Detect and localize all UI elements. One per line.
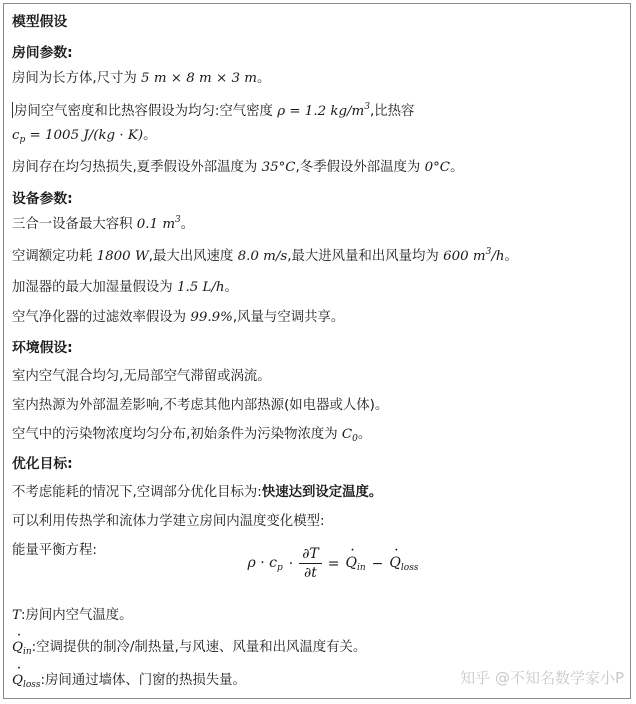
energy-balance-equation: $\rho \cdot c_p$ · $\frac{\partial T}{\partial t}$ = ˙ $Q_{in}$ − ˙ $Q_{loss}$ <box>0 546 636 606</box>
goal-line: 不考虑能耗的情况下,空调部分优化目标为:快速达到设定温度。 <box>12 485 383 500</box>
ac-flow: 600 $m^3/h$ <box>443 247 505 264</box>
room-heading: 房间参数: <box>12 45 73 61</box>
model-intro-line: 可以利用传热学和流体力学建立房间内温度变化模型: <box>12 514 325 529</box>
eq-lhs: $\rho \cdot c_p$ <box>247 554 283 573</box>
winter-temp: 0°C <box>424 160 451 175</box>
rho-formula: ρ = 1.2 $kg/m^3$ <box>277 102 370 119</box>
capacity-line: 三合一设备最大容积 0.1 $m^3$。 <box>12 215 195 232</box>
humid-value: 1.5 L/h <box>176 280 225 295</box>
text-cursor <box>12 102 13 118</box>
capacity-value: 0.1 $m^3$ <box>136 215 181 232</box>
purifier-value: 99.9% <box>190 310 233 325</box>
cp-formula: $c_p = 1005$ J/(kg · K) <box>12 128 144 145</box>
purifier-line: 空气净化器的过滤效率假设为 99.9%,风量与空调共享。 <box>12 310 345 325</box>
environment-heading: 环境假设: <box>12 340 73 356</box>
section-title: 模型假设 <box>12 14 68 30</box>
goal-bold: 快速达到设定温度。 <box>261 485 383 500</box>
c0-symbol: $C_0$ <box>341 427 358 444</box>
ac-speed: 8.0 m/s <box>237 249 288 264</box>
room-dimensions: 房间为长方体,尺寸为 5 m × 8 m × 3 m。 <box>12 71 271 86</box>
summer-temp: 35°C <box>261 160 296 175</box>
dims-formula: 5 m × 8 m × 3 m <box>141 71 257 86</box>
air-density-line: 房间空气密度和比热容假设为均匀:空气密度 ρ = 1.2 $kg/m^3$,比热容 <box>14 102 415 119</box>
ac-line: 空调额定功耗 1800 W,最大出风速度 8.0 m/s,最大进风量和出风量均为 600 $m^3/h$。 <box>12 247 518 264</box>
heat-loss-line: 房间存在均匀热损失,夏季假设外部温度为 35°C,冬季假设外部温度为 0°C。 <box>12 160 464 175</box>
equipment-heading: 设备参数: <box>12 191 73 207</box>
ac-power: 1800 W <box>96 249 149 264</box>
eq-fraction: $\frac{\partial T}{\partial t}$ <box>299 546 322 581</box>
energy-balance-label: 能量平衡方程: <box>12 543 97 558</box>
eq-q-loss: ˙ $Q_{loss}$ <box>389 555 418 573</box>
eq-q-in: ˙ $Q_{in}$ <box>346 555 366 573</box>
watermark: 知乎 @不知名数学家小P <box>460 669 624 687</box>
def-q-in: ˙ $Q_{in}$:空调提供的制冷/制热量,与风速、风量和出风温度有关。 <box>12 636 366 657</box>
air-mix-line: 室内空气混合均匀,无局部空气滞留或涡流。 <box>12 369 271 384</box>
def-q-loss: ˙ $Q_{loss}$:房间通过墙体、门窗的热损失量。 <box>12 669 246 690</box>
specific-heat-line: $c_p = 1005$ J/(kg · K)。 <box>12 128 157 145</box>
pollutant-line: 空气中的污染物浓度均匀分布,初始条件为污染物浓度为 $C_0$。 <box>12 427 372 444</box>
goal-heading: 优化目标: <box>12 456 73 472</box>
heat-source-line: 室内热源为外部温差影响,不考虑其他内部热源(如电器或人体)。 <box>12 398 389 413</box>
humidifier-line: 加湿器的最大加湿量假设为 1.5 L/h。 <box>12 280 238 295</box>
def-temperature: T:房间内空气温度。 <box>12 608 133 623</box>
